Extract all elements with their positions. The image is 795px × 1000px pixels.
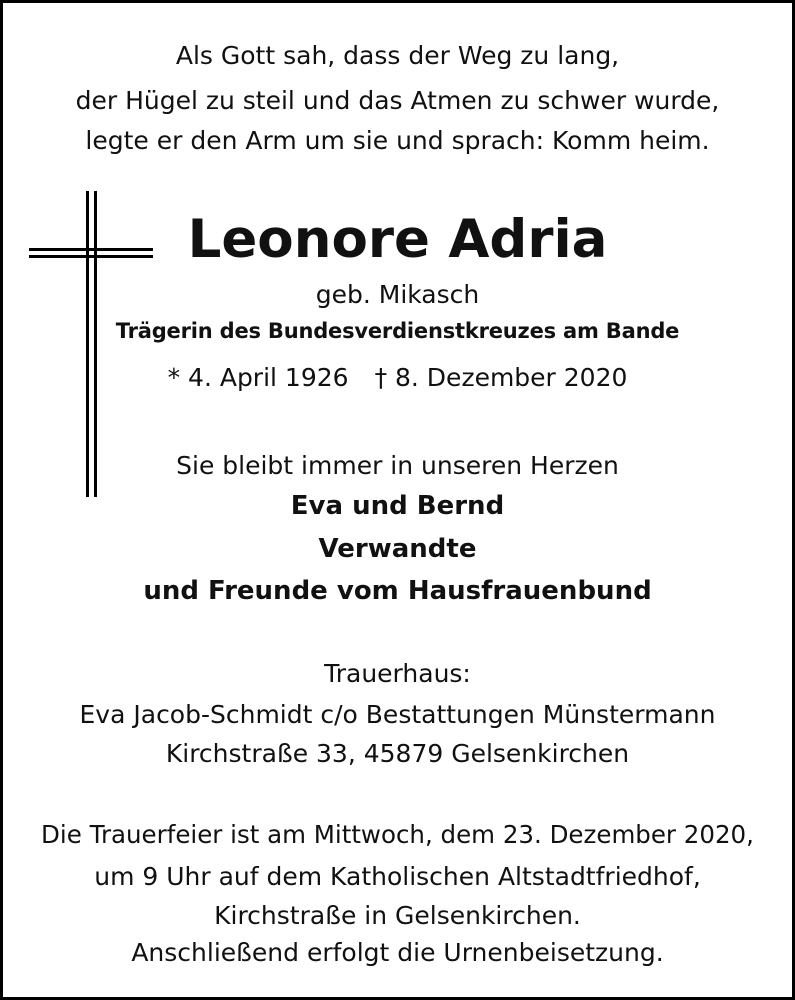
life-dates: [3, 365, 792, 390]
poem-line: Als Gott sah, dass der Weg zu lang,: [175, 41, 620, 70]
honor-line: Trägerin des Bundesverdienstkreuzes am Bande: [115, 319, 680, 343]
mourner-names: und Freunde vom Hausfrauenbund: [143, 576, 652, 606]
house-address: Kirchstraße 33, 45879 Gelsenkirchen: [165, 739, 630, 768]
service-line: Anschließend erfolgt die Urnenbeisetzung.: [131, 938, 664, 967]
service-line: um 9 Uhr auf dem Katholischen Altstadtfriedhof,: [94, 862, 701, 891]
death-date: † 8. Dezember 2020: [374, 363, 628, 392]
birth-name: geb. Mikasch: [315, 280, 480, 309]
mourners-intro: Sie bleibt immer in unseren Herzen: [176, 451, 619, 480]
service-line: Die Trauerfeier ist am Mittwoch, dem 23. Dezember 2020,: [41, 820, 754, 849]
deceased-name: Leonore Adria: [187, 209, 608, 270]
birth-date: * 4. April 1926: [167, 363, 349, 392]
house-label: Trauerhaus:: [324, 659, 471, 688]
service-line: Kirchstraße in Gelsenkirchen.: [214, 901, 581, 930]
mourner-names: Verwandte: [318, 534, 477, 564]
poem-line: legte er den Arm um sie und sprach: Komm heim.: [85, 126, 710, 155]
poem-line: der Hügel zu steil und das Atmen zu schwer wurde,: [75, 86, 720, 115]
mourner-names: Eva und Bernd: [290, 491, 505, 521]
house-contact: Eva Jacob-Schmidt c/o Bestattungen Münstermann: [79, 700, 716, 729]
